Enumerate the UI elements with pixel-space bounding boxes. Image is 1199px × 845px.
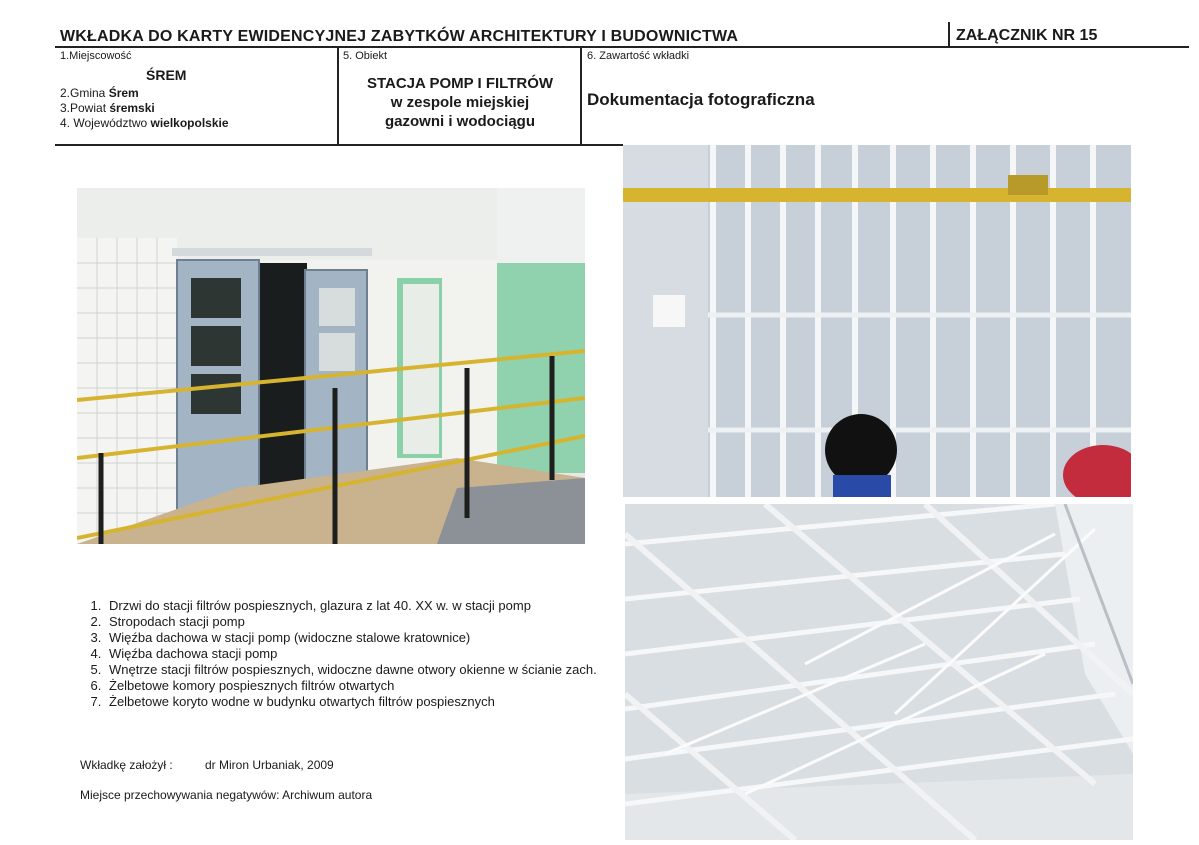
gmina-line xyxy=(60,86,139,100)
gmina-label: 2.Gmina xyxy=(60,86,109,100)
negatives-storage: Miejsce przechowywania negatywów: Archiwum autora xyxy=(80,788,373,802)
caption-item: 4. Więźba dachowa stacji pomp xyxy=(105,646,597,662)
box-divider-1 xyxy=(337,46,339,144)
box-divider-2 xyxy=(580,46,582,144)
woj-value: wielkopolskie xyxy=(150,116,229,130)
author-name: dr Miron Urbaniak, 2009 xyxy=(205,758,334,772)
caption-item: 1. Drzwi do stacji filtrów pospiesznych, glazura z lat 40. XX w. w stacji pomp xyxy=(105,598,597,614)
annex-number: ZAŁĄCZNIK NR 15 xyxy=(956,27,1098,44)
caption-item: 3. Więźba dachowa w stacji pomp (widoczne stalowe kratownice) xyxy=(105,630,597,646)
content-label: 6. Zawartość wkładki xyxy=(587,50,690,62)
object-line-1: STACJA POMP I FILTRÓW xyxy=(366,75,554,92)
gmina-value: Śrem xyxy=(108,86,139,100)
header-rule xyxy=(55,46,1189,48)
photo-captions xyxy=(77,598,597,710)
powiat-label: 3.Powiat xyxy=(60,101,110,115)
object-title xyxy=(340,74,580,131)
powiat-line xyxy=(60,101,155,115)
photo-roof-slab xyxy=(623,145,1131,497)
header-divider xyxy=(948,22,950,46)
photo-doors xyxy=(77,188,585,544)
object-line-3: gazowni i wodociągu xyxy=(385,113,535,130)
document-title: WKŁADKA DO KARTY EWIDENCYJNEJ ZABYTKÓW ARCHITEKTURY I BUDOWNICTWA xyxy=(60,28,739,45)
photo-roof-truss xyxy=(625,504,1133,840)
woj-label: 4. Województwo xyxy=(60,116,151,130)
object-line-2: w zespole miejskiej xyxy=(390,94,530,111)
powiat-value: śremski xyxy=(109,101,155,115)
caption-item: 5. Wnętrze stacji filtrów pospiesznych, widoczne dawne otwory okienne w ścianie zach. xyxy=(105,662,597,678)
caption-item: 2. Stropodach stacji pomp xyxy=(105,614,597,630)
caption-item: 6. Żelbetowe komory pospiesznych filtrów otwartych xyxy=(105,678,597,694)
place-name: ŚREM xyxy=(146,67,187,83)
content-title: Dokumentacja fotograficzna xyxy=(587,90,815,109)
woj-line xyxy=(60,116,229,130)
location-label: 1.Miejscowość xyxy=(60,50,132,62)
author-label: Wkładkę założył : xyxy=(80,758,173,772)
caption-item: 7. Żelbetowe koryto wodne w budynku otwartych filtrów pospiesznych xyxy=(105,694,597,710)
object-label: 5. Obiekt xyxy=(343,50,388,62)
info-bottom-rule xyxy=(55,144,623,146)
